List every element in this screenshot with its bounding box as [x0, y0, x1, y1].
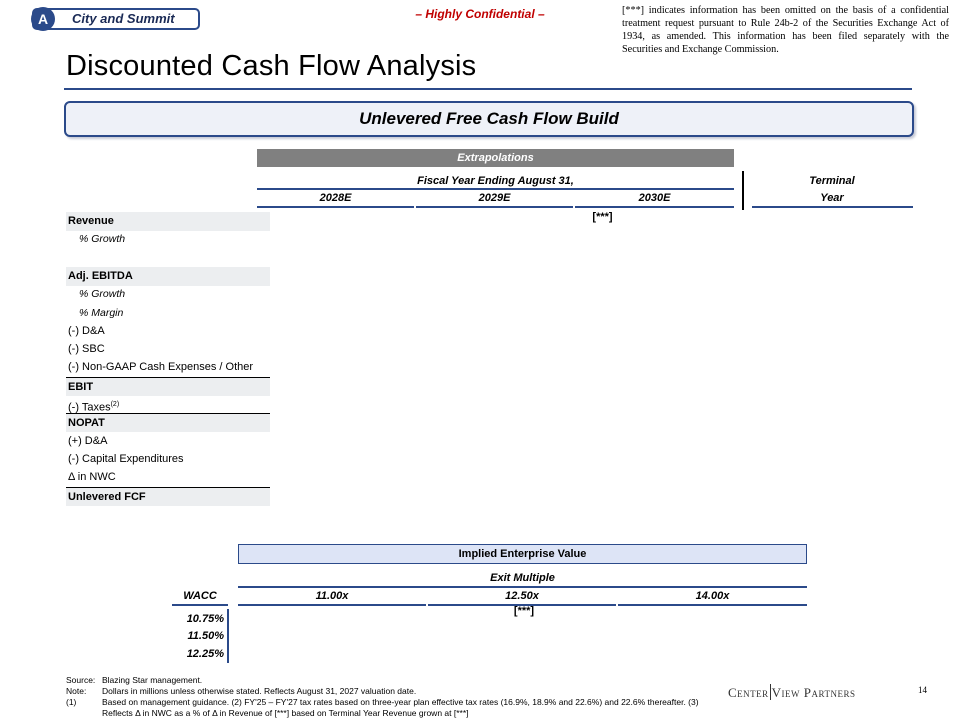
build-title: Unlevered Free Cash Flow Build: [359, 109, 619, 128]
footnote-1-text: Based on management guidance. (2) FY'25 – FY'27 tax rates based on three-year plan effective tax rates (16.9%, 18.9% and 22.6%) and 22.6% thereafter. (3): [102, 697, 699, 707]
extrapolations-header: Extrapolations: [257, 149, 734, 167]
fcf-row-text: (-) Capital Expenditures: [68, 452, 184, 465]
disclaimer-text: [***] indicates information has been omitted on the basis of a confidential treatment request pursuant to Rule 24b-2 of the Securities Exchange Act of 1934, as amended. This information has been filed separately with the Securities and Exchange Commission.: [622, 5, 949, 55]
fcf-row-text: EBIT: [68, 380, 94, 393]
fcf-row-label: [66, 450, 270, 469]
fcf-row-label: [66, 432, 270, 451]
ev-title-box: Implied Enterprise Value: [238, 544, 807, 564]
exit-multiple-rule: [238, 586, 807, 588]
title-rule: [64, 88, 912, 90]
multiple-header-1: 11.00x: [315, 590, 349, 602]
footnotes: [66, 675, 699, 719]
logo-right-text: View Partners: [771, 685, 856, 700]
page-title: Discounted Cash Flow Analysis: [66, 50, 477, 82]
note-text: Dollars in millions unless otherwise stated. Reflects August 31, 2027 valuation date.: [102, 686, 417, 696]
fcf-row-label: [66, 377, 270, 396]
wacc-row-1: 10.75%: [186, 613, 224, 625]
year-rule-1: [257, 206, 414, 208]
year-rule-3: [575, 206, 734, 208]
fcf-row-text: % Margin: [79, 306, 124, 319]
fcf-row-text: (-) D&A: [68, 324, 105, 337]
centerview-logo: [728, 684, 856, 701]
year-header-3: 2030E: [638, 192, 671, 204]
fcf-row-label: [66, 304, 270, 323]
terminal-header: Terminal: [809, 175, 855, 187]
ev-redacted-values: [***]: [513, 605, 535, 617]
fcf-row-text: Δ in NWC: [68, 471, 116, 484]
fcf-row-label: [66, 340, 270, 359]
exit-multiple-label: Exit Multiple: [490, 572, 555, 584]
year-rule-2: [416, 206, 573, 208]
fcf-row-label: [66, 322, 270, 341]
fcf-row-text: Adj. EBITDA: [68, 269, 133, 282]
footnote-1-continued: Reflects Δ in NWC as a % of Δ in Revenue of [***] based on Terminal Year Revenue grown at [***]: [102, 708, 469, 718]
fcf-row-label: [66, 487, 270, 506]
fcf-row-text: (+) D&A: [68, 434, 108, 447]
footnote-1-label: (1): [66, 697, 77, 707]
source-text: Blazing Star management.: [102, 675, 203, 685]
terminal-year-header: Year: [820, 192, 844, 204]
fcf-row-label: [66, 468, 270, 487]
multiple-header-3: 14.00x: [695, 590, 730, 602]
logo-left-text: Center: [728, 685, 769, 700]
multiple-rule-1: [238, 604, 426, 606]
fiscal-rule: [257, 188, 734, 190]
fcf-row-text: (-) Taxes: [68, 401, 111, 414]
fcf-row-label: [66, 358, 270, 377]
note-label: Note:: [66, 686, 87, 696]
year-header-2: 2029E: [478, 192, 511, 204]
terminal-rule: [752, 206, 913, 208]
multiple-rule-3: [618, 604, 807, 606]
fcf-row-text: Revenue: [68, 215, 114, 227]
fcf-row-text: Unlevered FCF: [68, 490, 146, 503]
wacc-row-2: 11.50%: [187, 630, 224, 642]
fcf-row-label: [66, 212, 270, 231]
fcf-row-label: [66, 249, 270, 268]
wacc-row-3: 12.25%: [186, 648, 224, 660]
wacc-label: WACC: [183, 590, 217, 602]
fcf-row-label: [66, 230, 270, 249]
terminal-divider: [742, 171, 744, 210]
source-label: Source:: [66, 675, 96, 685]
footnote-marker: (2): [110, 401, 120, 408]
fiscal-year-label: Fiscal Year Ending August 31,: [417, 175, 574, 187]
fcf-row-text: (-) Non-GAAP Cash Expenses / Other: [68, 361, 254, 374]
wacc-rule: [172, 604, 228, 606]
section-tag-label: City and Summit: [72, 11, 175, 26]
fcf-row-text: % Growth: [79, 288, 126, 301]
fcf-row-label: [66, 395, 270, 414]
fcf-row-label: [66, 267, 270, 286]
confidential-label: – Highly Confidential –: [415, 7, 545, 21]
year-header-1: 2028E: [319, 192, 352, 204]
fcf-row-text: NOPAT: [68, 417, 105, 430]
redacted-values: [***]: [592, 211, 613, 223]
section-letter-badge: A: [31, 7, 55, 31]
fcf-row-text: (-) SBC: [68, 343, 105, 356]
fcf-row-label: [66, 413, 270, 432]
fcf-row-label: [66, 285, 270, 304]
multiple-header-2: 12.50x: [505, 590, 539, 602]
fcf-row-text: % Growth: [79, 233, 126, 246]
page-number: 14: [918, 685, 927, 695]
